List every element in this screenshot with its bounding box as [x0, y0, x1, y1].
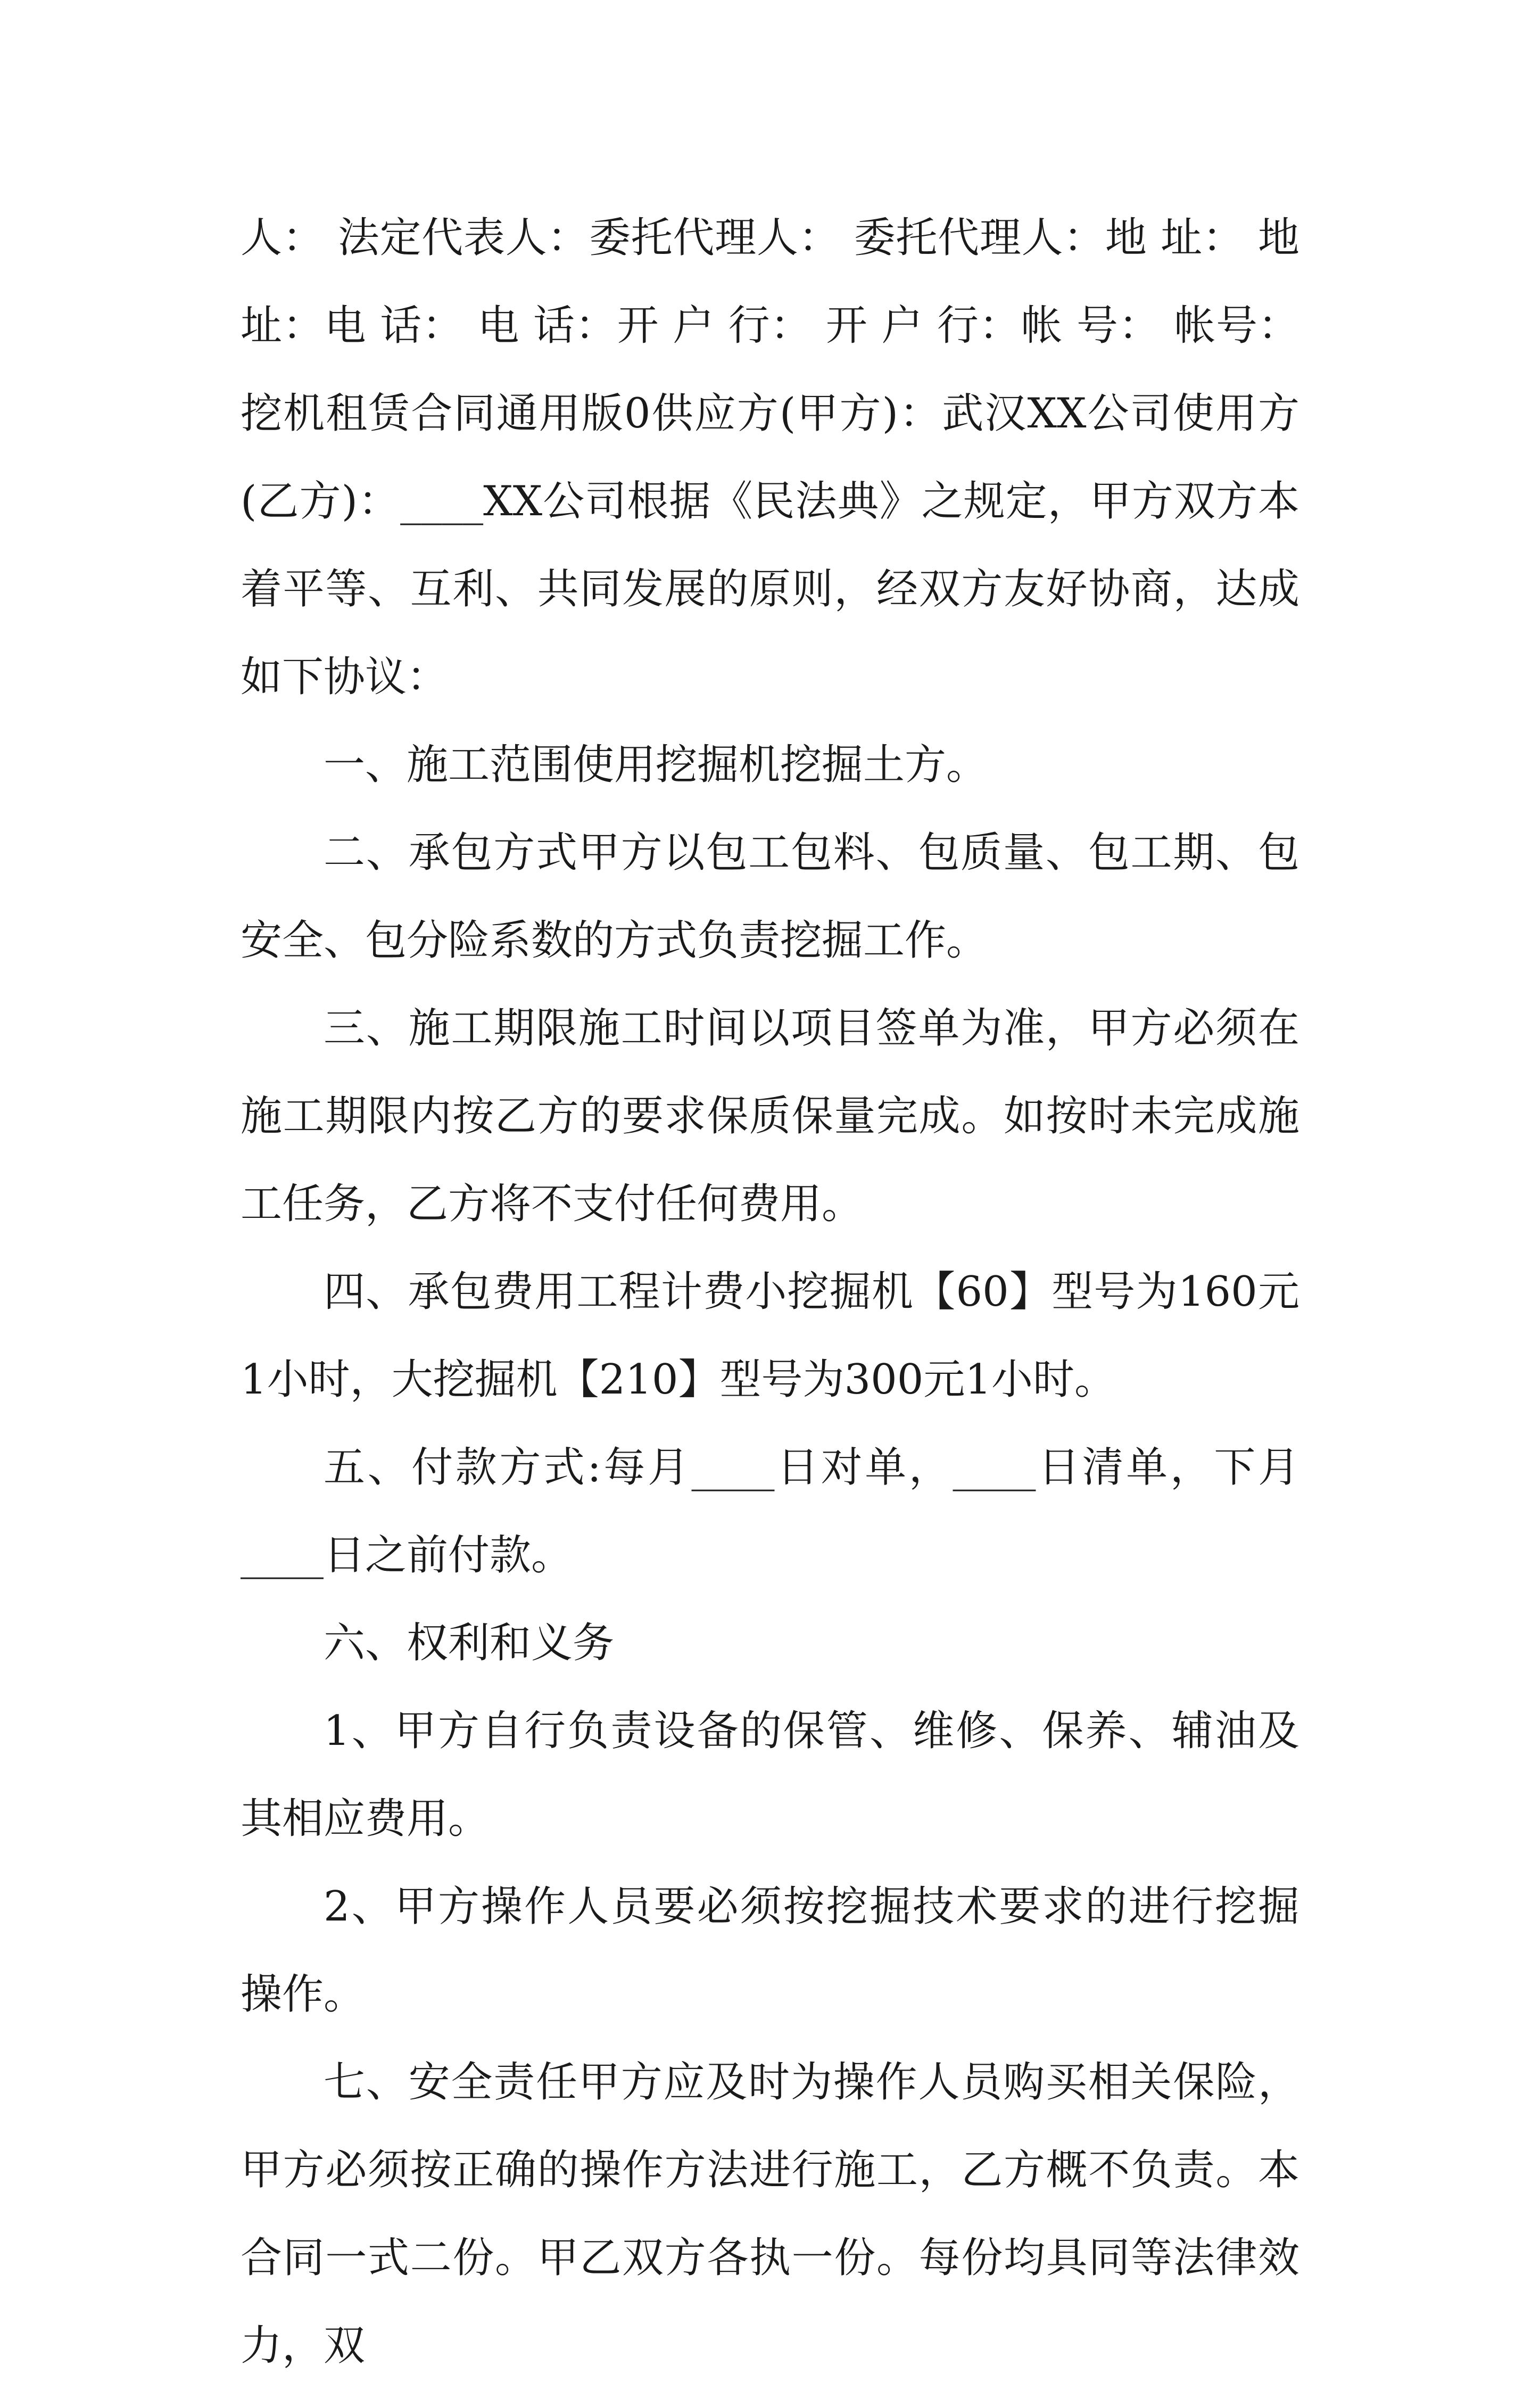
clause-6-item-2: 2、甲方操作人员要必须按挖掘技术要求的进行挖掘操作。	[241, 1883, 1299, 2018]
clause-5-payment: 五、付款方式:每月____日对单，____日清单，下月____日之前付款。	[241, 1444, 1299, 1579]
header-parties-paragraph: 人： 法定代表人：委托代理人： 委托代理人：地 址： 地址：电 话： 电 话：开 户 行： 开 户 行：帐 号： 帐号：挖机租赁合同通用版0供应方(甲方)：武汉XX公司使用方(乙方)：____XX公司根据《民法典》之规定，甲方双方本着平等、互利、共同发展的原则，经双方友好协商，达成如下协议：	[241, 214, 1299, 701]
clause-1-scope: 一、施工范围使用挖掘机挖掘土方。	[324, 741, 988, 789]
clause-4-fees: 四、承包费用工程计费小挖掘机【60】型号为160元1小时，大挖掘机【210】型号为300元1小时。	[241, 1268, 1299, 1404]
clause-6-rights-obligations: 六、权利和义务	[324, 1619, 615, 1667]
clause-6-item-1: 1、甲方自行负责设备的保管、维修、保养、辅油及其相应费用。	[241, 1707, 1299, 1843]
clause-2-contract-method: 二、承包方式甲方以包工包料、包质量、包工期、包安全、包分险系数的方式负责挖掘工作。	[241, 829, 1299, 965]
document-body	[241, 194, 1299, 2390]
clause-7-safety: 七、安全责任甲方应及时为操作人员购买相关保险，甲方必须按正确的操作方法进行施工，乙方概不负责。本合同一式二份。甲乙双方各执一份。每份均具同等法律效力，双	[241, 2058, 1299, 2370]
clause-3-construction-period: 三、施工期限施工时间以项目签单为准，甲方必须在施工期限内按乙方的要求保质保量完成。如按时未完成施工任务，乙方将不支付任何费用。	[241, 1004, 1299, 1228]
